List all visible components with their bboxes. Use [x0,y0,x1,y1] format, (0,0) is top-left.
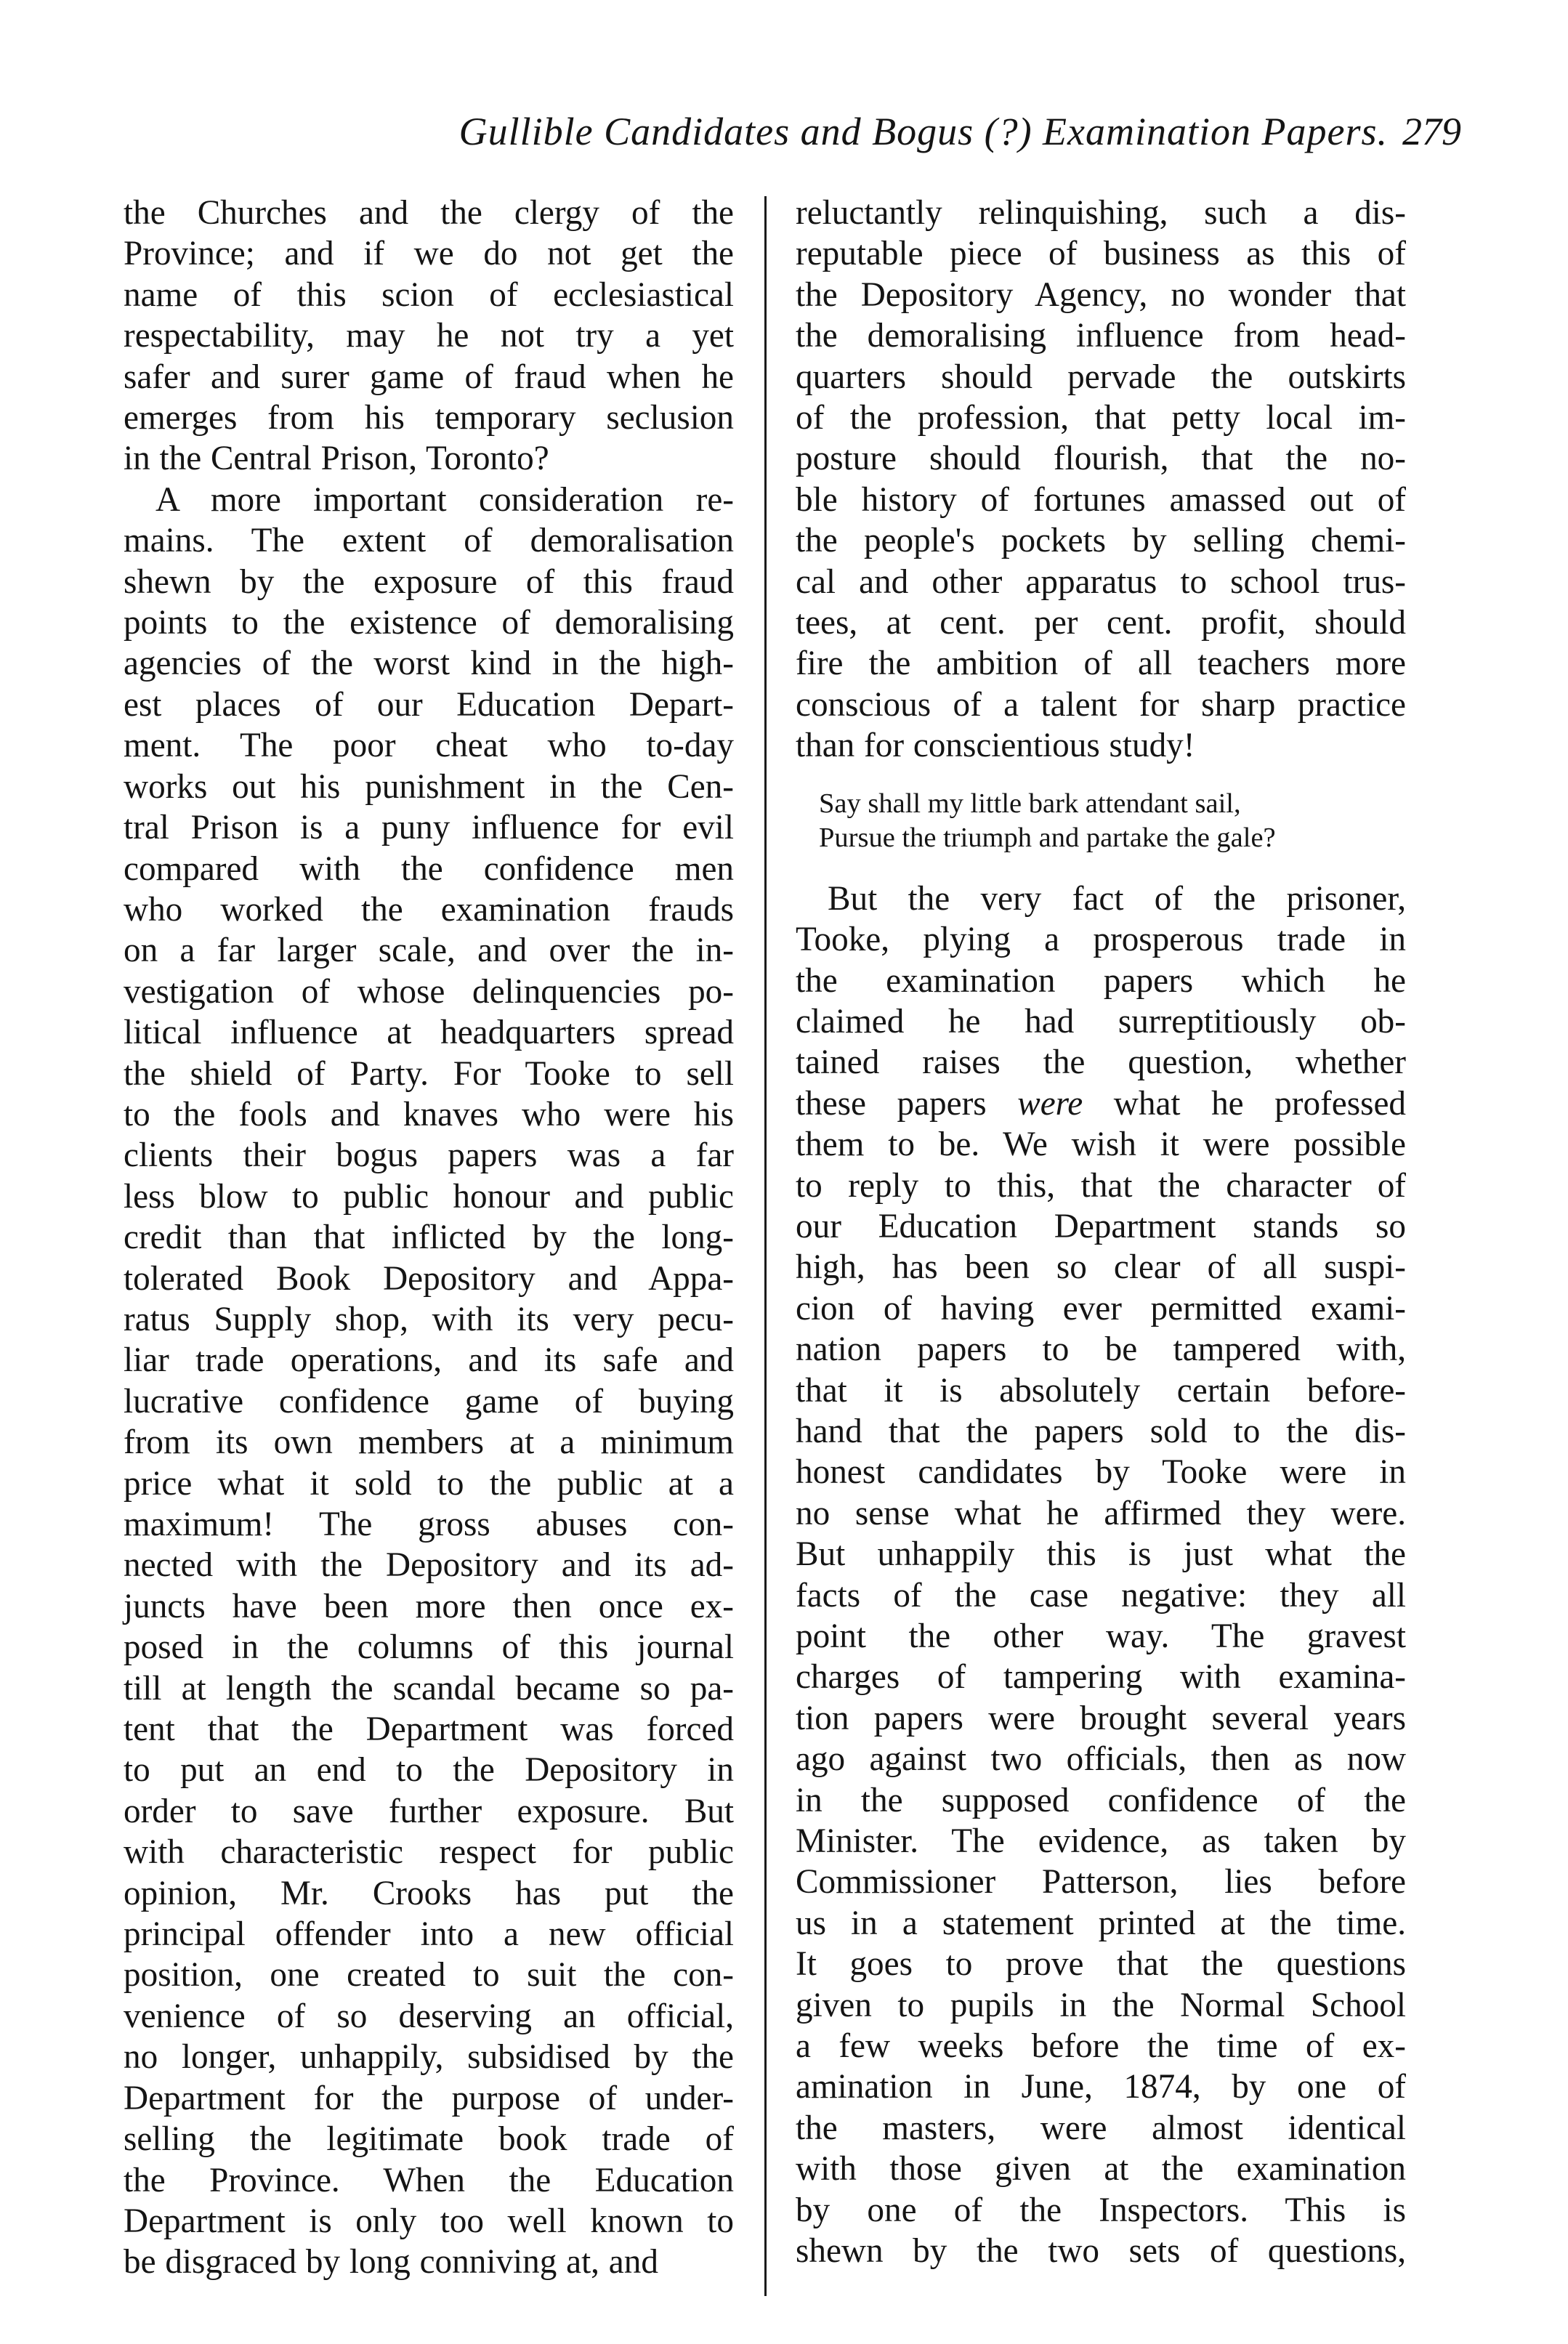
text-line: the Province. When the Education [124,2161,734,2199]
text-line: ble history of fortunes amassed out of [796,480,1406,519]
text-line: in the supposed confidence of the [796,1781,1406,1819]
verse-line: Pursue the triumph and partake the gale? [819,822,1276,853]
text-line: juncts have been more then once ex- [124,1587,734,1625]
text-line: points to the existence of demoralising [124,604,734,642]
text-line: cal and other apparatus to school trus- [796,562,1406,601]
text-line: than for conscientious study! [796,727,1195,765]
text-line: high, has been so clear of all suspi- [796,1248,1406,1287]
text-line: But unhappily this is just what the [796,1535,1406,1574]
text-line: A more important consideration re- [155,480,734,519]
text-line: Commissioner Patterson, lies before [796,1863,1406,1902]
text-line: our Education Department stands so [796,1207,1406,1245]
text-line: to reply to this, that the character of [796,1166,1406,1205]
text-line: tained raises the question, whether [796,1043,1406,1082]
text-line: Minister. The evidence, as taken by [796,1822,1406,1861]
right-column [796,193,1406,2272]
text-line: the demoralising influence from head- [796,317,1406,355]
text-line: less blow to public honour and public [124,1177,734,1216]
text-line: in the Central Prison, Toronto? [124,440,549,478]
verse-line: Say shall my little bark attendant sail, [819,788,1241,819]
text-line: the people's pockets by selling chemi- [796,522,1406,560]
text-line: reputable piece of business as this of [796,235,1406,273]
text-line: quarters should pervade the outskirts [796,357,1406,396]
text-line: to put an end to the Depository in [124,1751,734,1790]
text-line: who worked the examination frauds [124,890,734,929]
text-line: respectability, may he not try a yet [124,317,734,355]
text-line: by one of the Inspectors. This is [796,2191,1406,2229]
text-line: no longer, unhappily, subsidised by the [124,2038,734,2077]
text-line: of the profession, that petty local im- [796,399,1406,437]
text-line: opinion, Mr. Crooks has put the [124,1874,734,1912]
page-number: 279 [1402,110,1461,153]
text-line: shewn by the exposure of this fraud [124,562,734,601]
text-line: Tooke, plying a prosperous trade in [796,921,1406,959]
text-line: It goes to prove that the questions [796,1945,1406,1984]
text-line: nation papers to be tampered with, [796,1330,1406,1369]
text-line: order to save further exposure. But [124,1792,734,1830]
text-line: that it is absolutely certain before- [796,1371,1406,1410]
text-line: tolerated Book Depository and Appa- [124,1259,734,1298]
text-line: tion papers were brought several years [796,1699,1406,1737]
text-line: amination in June, 1874, by one of [796,2068,1406,2106]
text-line: emerges from his temporary seclusion [124,399,734,437]
verse-quotation [819,787,1406,855]
text-line: principal offender into a new official [124,1915,734,1954]
text-line: position, one created to suit the con- [124,1956,734,1995]
text-line: facts of the case negative: they all [796,1576,1406,1614]
text-line: fire the ambition of all teachers more [796,644,1406,683]
text-line: tral Prison is a puny influence for evil [124,809,734,847]
text-line: till at length the scandal became so pa- [124,1669,734,1708]
text-line: vestigation of whose delinquencies po- [124,972,734,1011]
column-rule [764,196,767,2296]
text-line: with characteristic respect for public [124,1833,734,1872]
text-line: them to be. We wish it were possible [796,1125,1406,1164]
text-line: name of this scion of ecclesiastical [124,275,734,314]
text-line: a few weeks before the time of ex- [796,2027,1406,2066]
text-line: charges of tampering with examina- [796,1658,1406,1697]
text-line: the Churches and the clergy of the [124,194,734,232]
left-column [124,193,734,2283]
text-line: conscious of a talent for sharp practice [796,685,1406,724]
text-line: mains. The extent of demoralisation [124,522,734,560]
text-line: venience of so deserving an official, [124,1997,734,2035]
text-line: the examination papers which he [796,961,1406,1000]
text-line: the masters, were almost identical [796,2109,1406,2147]
text-line: reluctantly relinquishing, such a dis- [796,194,1406,232]
text-line: tees, at cent. per cent. profit, should [796,604,1406,642]
text-line: ago against two officials, then as now [796,1740,1406,1779]
text-line: no sense what he affirmed they were. [796,1494,1406,1532]
text-line: posture should flourish, that the no- [796,440,1406,478]
text-line: credit than that inflicted by the long- [124,1219,734,1257]
text-line: compared with the confidence men [124,849,734,888]
text-line: cion of having ever permitted exami- [796,1289,1406,1327]
text-line: litical influence at headquarters spread [124,1014,734,1052]
text-line: posed in the columns of this journal [124,1628,734,1667]
text-line: selling the legitimate book trade of [124,2120,734,2159]
text-line: from its own members at a minimum [124,1423,734,1462]
text-line: these papers were what he professed [796,1084,1406,1123]
text-line: works out his punishment in the Cen- [124,767,734,806]
text-line: to the fools and knaves who were his [124,1095,734,1133]
text-line: the shield of Party. For Tooke to sell [124,1054,734,1093]
text-line: given to pupils in the Normal School [796,1986,1406,2024]
text-line: Department is only too well known to [124,2202,734,2240]
text-line: hand that the papers sold to the dis- [796,1412,1406,1450]
text-line: safer and surer game of fraud when he [124,357,734,396]
running-title: Gullible Candidates and Bogus (?) Examination Papers. [458,110,1388,153]
text-line: ment. The poor cheat who to-day [124,727,734,765]
text-line: with those given at the examination [796,2150,1406,2189]
text-line: on a far larger scale, and over the in- [124,931,734,970]
text-line: est places of our Education Depart- [124,685,734,724]
text-line: liar trade operations, and its safe and [124,1341,734,1380]
text-line: honest candidates by Tooke were in [796,1453,1406,1492]
text-line: shewn by the two sets of questions, [796,2232,1406,2271]
text-line: clients their bogus papers was a far [124,1136,734,1175]
text-line: us in a statement printed at the time. [796,1904,1406,1942]
text-line: But the very fact of the prisoner, [828,879,1406,918]
text-line: ratus Supply shop, with its very pecu- [124,1300,734,1338]
text-line: be disgraced by long conniving at, and [124,2243,658,2282]
text-line: agencies of the worst kind in the high- [124,644,734,683]
text-line: lucrative confidence game of buying [124,1382,734,1420]
text-line: the Depository Agency, no wonder that [796,275,1406,314]
text-line: tent that the Department was forced [124,1710,734,1749]
text-line: Province; and if we do not get the [124,235,734,273]
text-line: point the other way. The gravest [796,1617,1406,1655]
text-line: maximum! The gross abuses con- [124,1506,734,1543]
text-line: price what it sold to the public at a [124,1464,734,1503]
text-line: claimed he had surreptitiously ob- [796,1002,1406,1040]
text-line: nected with the Depository and its ad- [124,1546,734,1585]
text-line: Department for the purpose of under- [124,2079,734,2117]
